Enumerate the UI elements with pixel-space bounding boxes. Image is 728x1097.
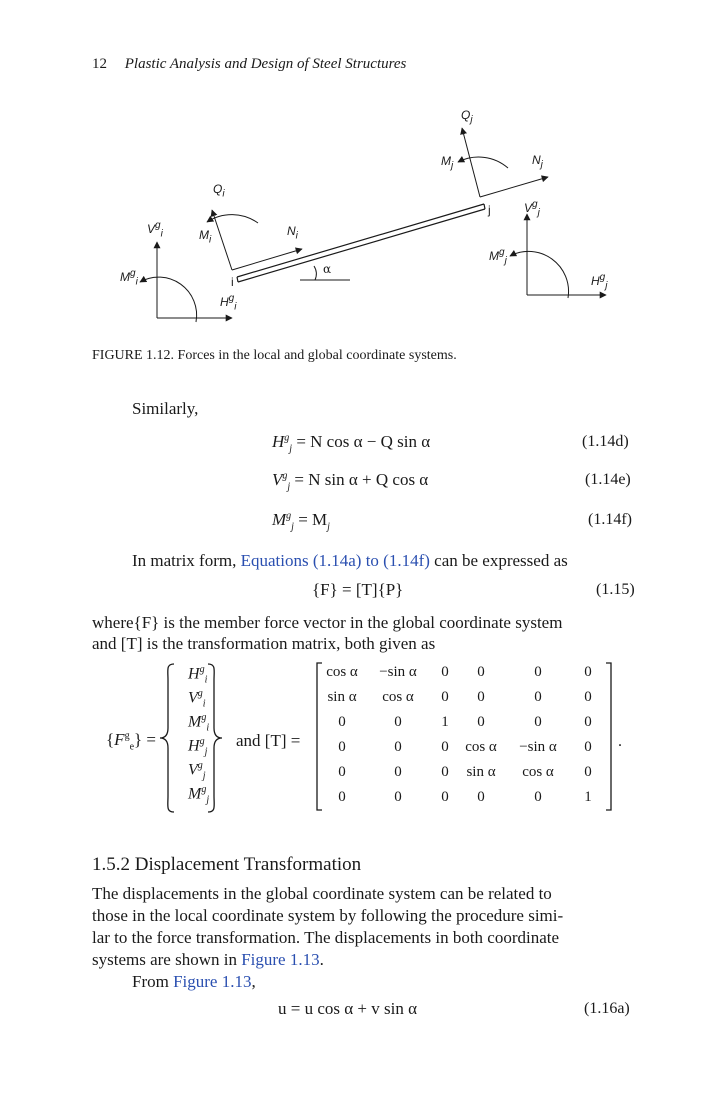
- label-node-i: i: [231, 275, 234, 289]
- matrix-intro-text: In matrix form, Equations (1.14a) to (1.14f) can be expressed as: [132, 551, 568, 570]
- matrix-cell: 0: [534, 789, 542, 805]
- para-line-1: The displacements in the global coordinate system can be related to: [92, 884, 552, 903]
- matrix-cell: 0: [394, 739, 402, 755]
- similarly-text: Similarly,: [132, 399, 199, 418]
- para-line-3: lar to the force transformation. The displacements in both coordinate: [92, 928, 560, 947]
- matrix-cell: 0: [441, 739, 449, 755]
- matrix-cell: 0: [534, 689, 542, 705]
- matrix-cell: 0: [394, 764, 402, 780]
- vector-Fe-label: $\{F^g_e\}$ =: [106, 730, 157, 753]
- label-node-j: j: [488, 203, 491, 217]
- page-number: 12: [92, 56, 107, 72]
- matrix-cell: 0: [394, 789, 402, 805]
- Qi-arrow: [212, 210, 232, 270]
- Qj-arrow: [462, 128, 480, 197]
- label-Qj: $Q_j$: [461, 108, 473, 126]
- member-beam: [237, 204, 485, 282]
- equations-link[interactable]: Equations (1.14a) to (1.14f): [240, 551, 430, 570]
- equation-number-1-16a: (1.16a): [584, 1000, 630, 1017]
- matrix-cell: 0: [584, 664, 592, 680]
- matrix-cell: 1: [584, 789, 592, 805]
- matrix-cell: 0: [584, 714, 592, 730]
- matrix-cell: 0: [441, 689, 449, 705]
- equation-number-1-14e: (1.14e): [585, 471, 631, 488]
- vector-entry: $V^g_j$: [188, 760, 206, 782]
- equation-number-1-14f: (1.14f): [588, 511, 632, 528]
- matrix-cell: cos α: [326, 664, 358, 680]
- matrix-period: .: [618, 733, 622, 750]
- para-line-4: systems are shown in Figure 1.13.: [92, 950, 324, 969]
- running-title: Plastic Analysis and Design of Steel Structures: [124, 56, 407, 72]
- matrix-cell: 0: [477, 689, 485, 705]
- figure-1-13-link-2[interactable]: Figure 1.13: [173, 972, 252, 991]
- label-Mj: $M_j$: [441, 154, 454, 172]
- label-alpha: α: [323, 262, 332, 276]
- figure-caption: FIGURE 1.12. Forces in the local and global coordinate systems.: [92, 348, 457, 363]
- equation-1-16a: u = u cos α + v sin α: [278, 999, 417, 1018]
- para-line-2: those in the local coordinate system by following the procedure simi-: [92, 906, 564, 925]
- vector-entry: $V^g_i$: [188, 688, 206, 710]
- vector-entry: $M^g_i$: [188, 712, 210, 734]
- label-Qi: $Q_i$: [213, 182, 225, 200]
- label-Nj: $N_j$: [532, 153, 543, 171]
- label-Hig: $H^g_i$: [220, 293, 237, 313]
- section-title: 1.5.2 Displacement Transformation: [92, 854, 362, 875]
- matrix-cell: 0: [441, 789, 449, 805]
- matrix-cell: 1: [441, 714, 449, 730]
- matrix-cell: cos α: [382, 689, 414, 705]
- vector-entry: $H^g_j$: [188, 736, 208, 758]
- Ni-arrow: [232, 249, 302, 270]
- label-Hjg: $H^g_j$: [591, 272, 608, 292]
- matrix-cell: 0: [338, 764, 346, 780]
- Mig-arc: [140, 277, 197, 322]
- force-diagram: [0, 0, 728, 340]
- matrix-cell: cos α: [522, 764, 554, 780]
- matrix-cell: 0: [338, 739, 346, 755]
- matrix-cell: 0: [441, 764, 449, 780]
- and-T-label: and [T] =: [236, 731, 301, 750]
- matrix-cell: 0: [338, 789, 346, 805]
- matrix-cell: 0: [534, 714, 542, 730]
- matrix-cell: 0: [477, 714, 485, 730]
- label-Mi: $M_i$: [199, 228, 212, 246]
- alpha-arc: [314, 266, 316, 280]
- matrix-cell: 0: [584, 764, 592, 780]
- figure-1-13-link[interactable]: Figure 1.13: [241, 950, 320, 969]
- label-Vjg: $V^g_j$: [524, 199, 540, 219]
- matrix-cell: 0: [584, 739, 592, 755]
- matrix-cell: sin α: [327, 689, 357, 705]
- matrix-cell: 0: [584, 689, 592, 705]
- Nj-arrow: [480, 177, 548, 197]
- matrix-cell: sin α: [466, 764, 496, 780]
- label-Mig: $M^g_i$: [120, 268, 138, 288]
- matrix-cell: 0: [477, 789, 485, 805]
- matrix-cell: −sin α: [379, 664, 417, 680]
- matrix-cell: −sin α: [519, 739, 557, 755]
- equation-number-1-14d: (1.14d): [582, 433, 629, 450]
- label-Ni: $N_i$: [287, 224, 298, 242]
- equation-1-14f: $M^g_j = M_j$: [272, 510, 330, 533]
- label-Vig: $V^g_i$: [147, 220, 163, 240]
- equation-1-15: {F} = [T]{P}: [312, 580, 404, 599]
- matrix-cell: 0: [534, 664, 542, 680]
- vector-entry: $M^g_j$: [188, 784, 210, 806]
- label-Mjg: $M^g_j$: [489, 247, 507, 267]
- Mj-arc: [458, 157, 508, 168]
- matrix-cell: 0: [441, 664, 449, 680]
- from-figure-line: From Figure 1.13,: [132, 972, 256, 991]
- equation-number-1-15: (1.15): [596, 581, 635, 598]
- equation-1-14e: $V^g_j = N$ sin α + Q cos α: [272, 470, 429, 493]
- matrix-cell: cos α: [465, 739, 497, 755]
- where-line-1: where{F} is the member force vector in the global coordinate system: [92, 613, 563, 632]
- matrix-cell: 0: [338, 714, 346, 730]
- where-line-2: and [T] is the transformation matrix, both given as: [92, 634, 436, 653]
- Mjg-arc: [510, 251, 569, 298]
- matrix-cell: 0: [394, 714, 402, 730]
- vector-entry: $H^g_i$: [188, 664, 208, 686]
- equation-1-14d: $H^g_j = N$ cos α − Q sin α: [272, 432, 431, 455]
- matrix-cell: 0: [477, 664, 485, 680]
